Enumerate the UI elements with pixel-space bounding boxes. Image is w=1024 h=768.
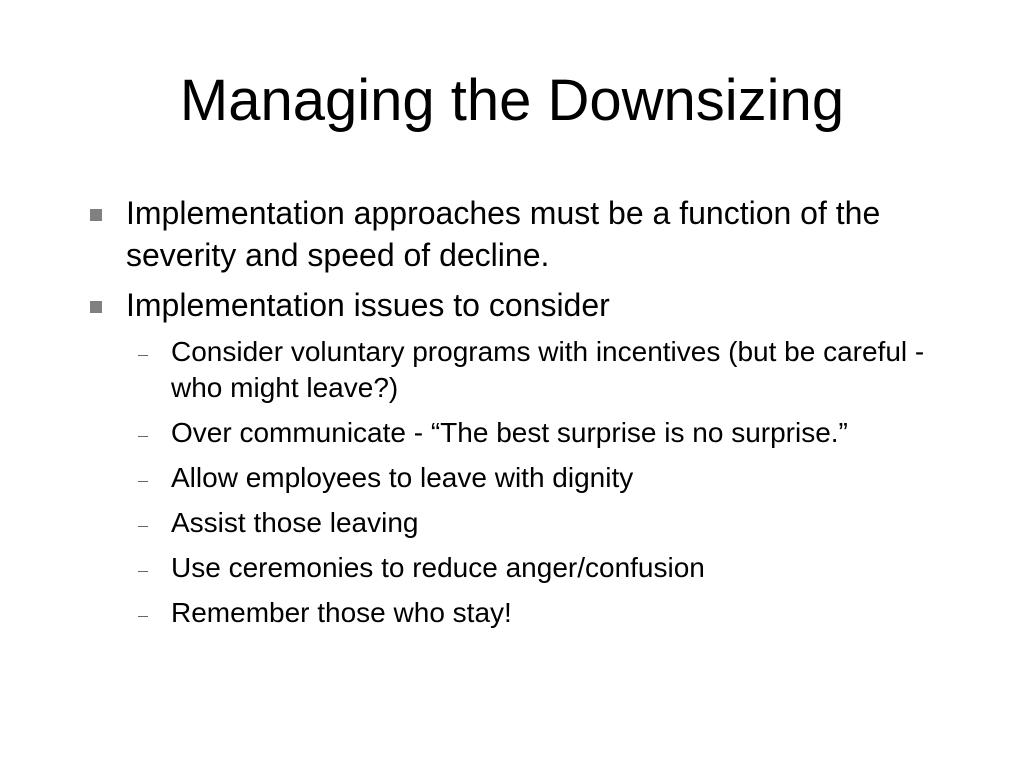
square-bullet-icon (90, 209, 102, 221)
bullet-item (90, 284, 950, 326)
sub-bullet-item (136, 334, 950, 406)
sub-bullet-text: Consider voluntary programs with incentives (but be careful - who might leave?) (171, 336, 925, 403)
sub-bullet-item (136, 505, 950, 541)
sub-bullet-text: Use ceremonies to reduce anger/confusion (171, 552, 705, 583)
dash-bullet-icon (138, 481, 148, 482)
sub-bullet-item (136, 550, 950, 586)
bullet-list (90, 192, 950, 640)
sub-bullet-item (136, 460, 950, 496)
dash-bullet-icon (138, 436, 148, 437)
sub-bullet-text: Assist those leaving (171, 507, 419, 538)
sub-bullet-list (90, 334, 950, 631)
sub-bullet-text: Over communicate - “The best surprise is no surprise.” (171, 417, 848, 448)
sub-bullet-item (136, 415, 950, 451)
bullet-text: Implementation issues to consider (126, 287, 610, 323)
square-bullet-icon (90, 301, 102, 313)
sub-bullet-text: Remember those who stay! (171, 597, 512, 628)
dash-bullet-icon (138, 526, 148, 527)
dash-bullet-icon (138, 571, 148, 572)
bullet-item (90, 192, 950, 276)
sub-bullet-item (136, 595, 950, 631)
sub-bullet-group (90, 334, 950, 631)
dash-bullet-icon (138, 616, 148, 617)
sub-bullet-text: Allow employees to leave with dignity (171, 462, 634, 493)
slide-title: Managing the Downsizing (179, 68, 845, 133)
dash-bullet-icon (138, 355, 148, 356)
bullet-text: Implementation approaches must be a function of the severity and speed of decline. (126, 195, 881, 273)
